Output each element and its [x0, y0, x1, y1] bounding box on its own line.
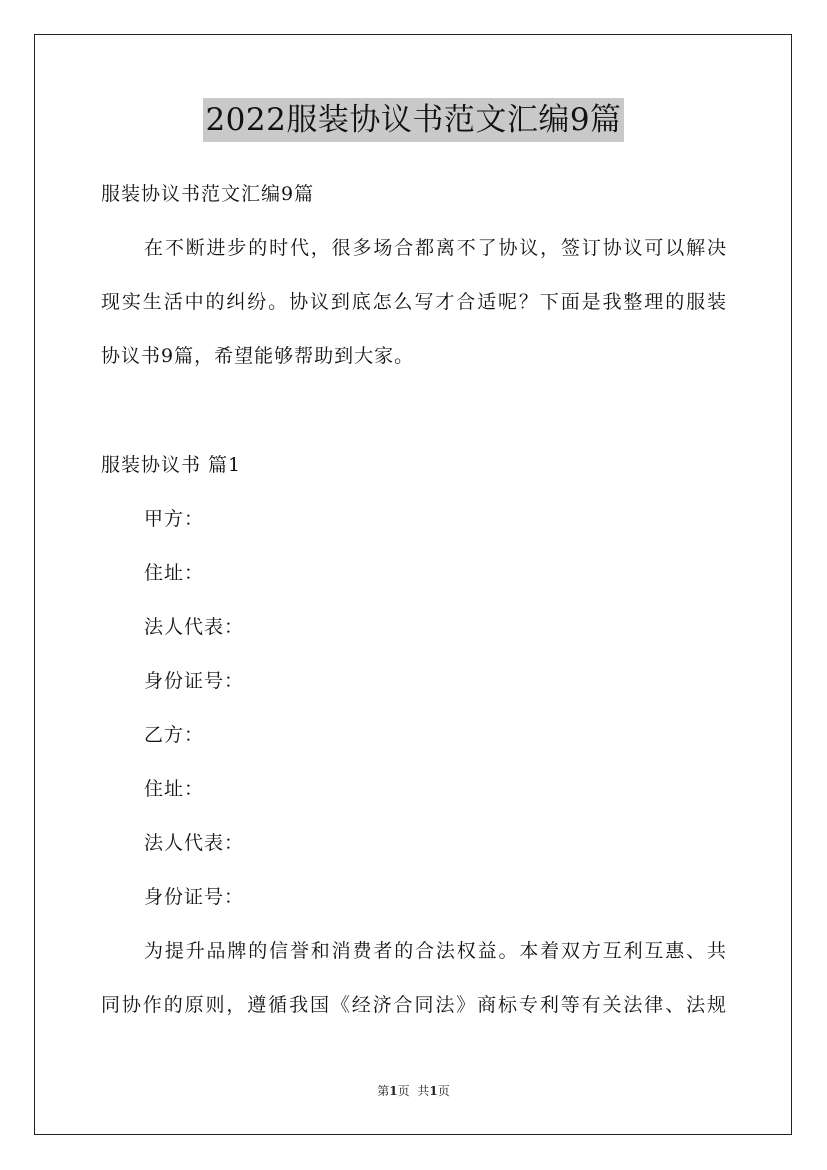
total-suffix: 页 — [437, 1084, 450, 1098]
total-prefix: 共 — [417, 1084, 430, 1098]
field-address-b: 住址： — [144, 778, 205, 800]
intro-line-3: 协议书9篇，希望能够帮助到大家。 — [101, 345, 415, 367]
section-heading: 服装协议书 篇1 — [101, 454, 242, 476]
intro-line-1: 在不断进步的时代，很多场合都离不了协议，签订协议可以解决 — [144, 237, 727, 259]
page-prefix: 第 — [377, 1084, 390, 1098]
title-container — [0, 98, 827, 142]
document-subtitle: 服装协议书范文汇编9篇 — [101, 183, 315, 205]
field-party-b: 乙方： — [144, 724, 205, 746]
field-party-a: 甲方： — [144, 508, 205, 530]
total-pages: 1 — [429, 1084, 438, 1098]
page-footer — [0, 1083, 827, 1099]
field-id-number-a: 身份证号： — [144, 670, 245, 692]
field-legal-rep-b: 法人代表： — [144, 832, 245, 854]
document-title: 2022服装协议书范文汇编9篇 — [203, 98, 623, 142]
page-number: 1 — [389, 1084, 398, 1098]
intro-line-2: 现实生活中的纠纷。协议到底怎么写才合适呢？下面是我整理的服装 — [101, 291, 727, 313]
page-suffix: 页 — [397, 1084, 410, 1098]
body-line-1: 为提升品牌的信誉和消费者的合法权益。本着双方互利互惠、共 — [144, 940, 727, 962]
body-line-2: 同协作的原则，遵循我国《经济合同法》商标专利等有关法律、法规 — [101, 994, 727, 1016]
field-legal-rep-a: 法人代表： — [144, 616, 245, 638]
field-id-number-b: 身份证号： — [144, 886, 245, 908]
field-address-a: 住址： — [144, 562, 205, 584]
